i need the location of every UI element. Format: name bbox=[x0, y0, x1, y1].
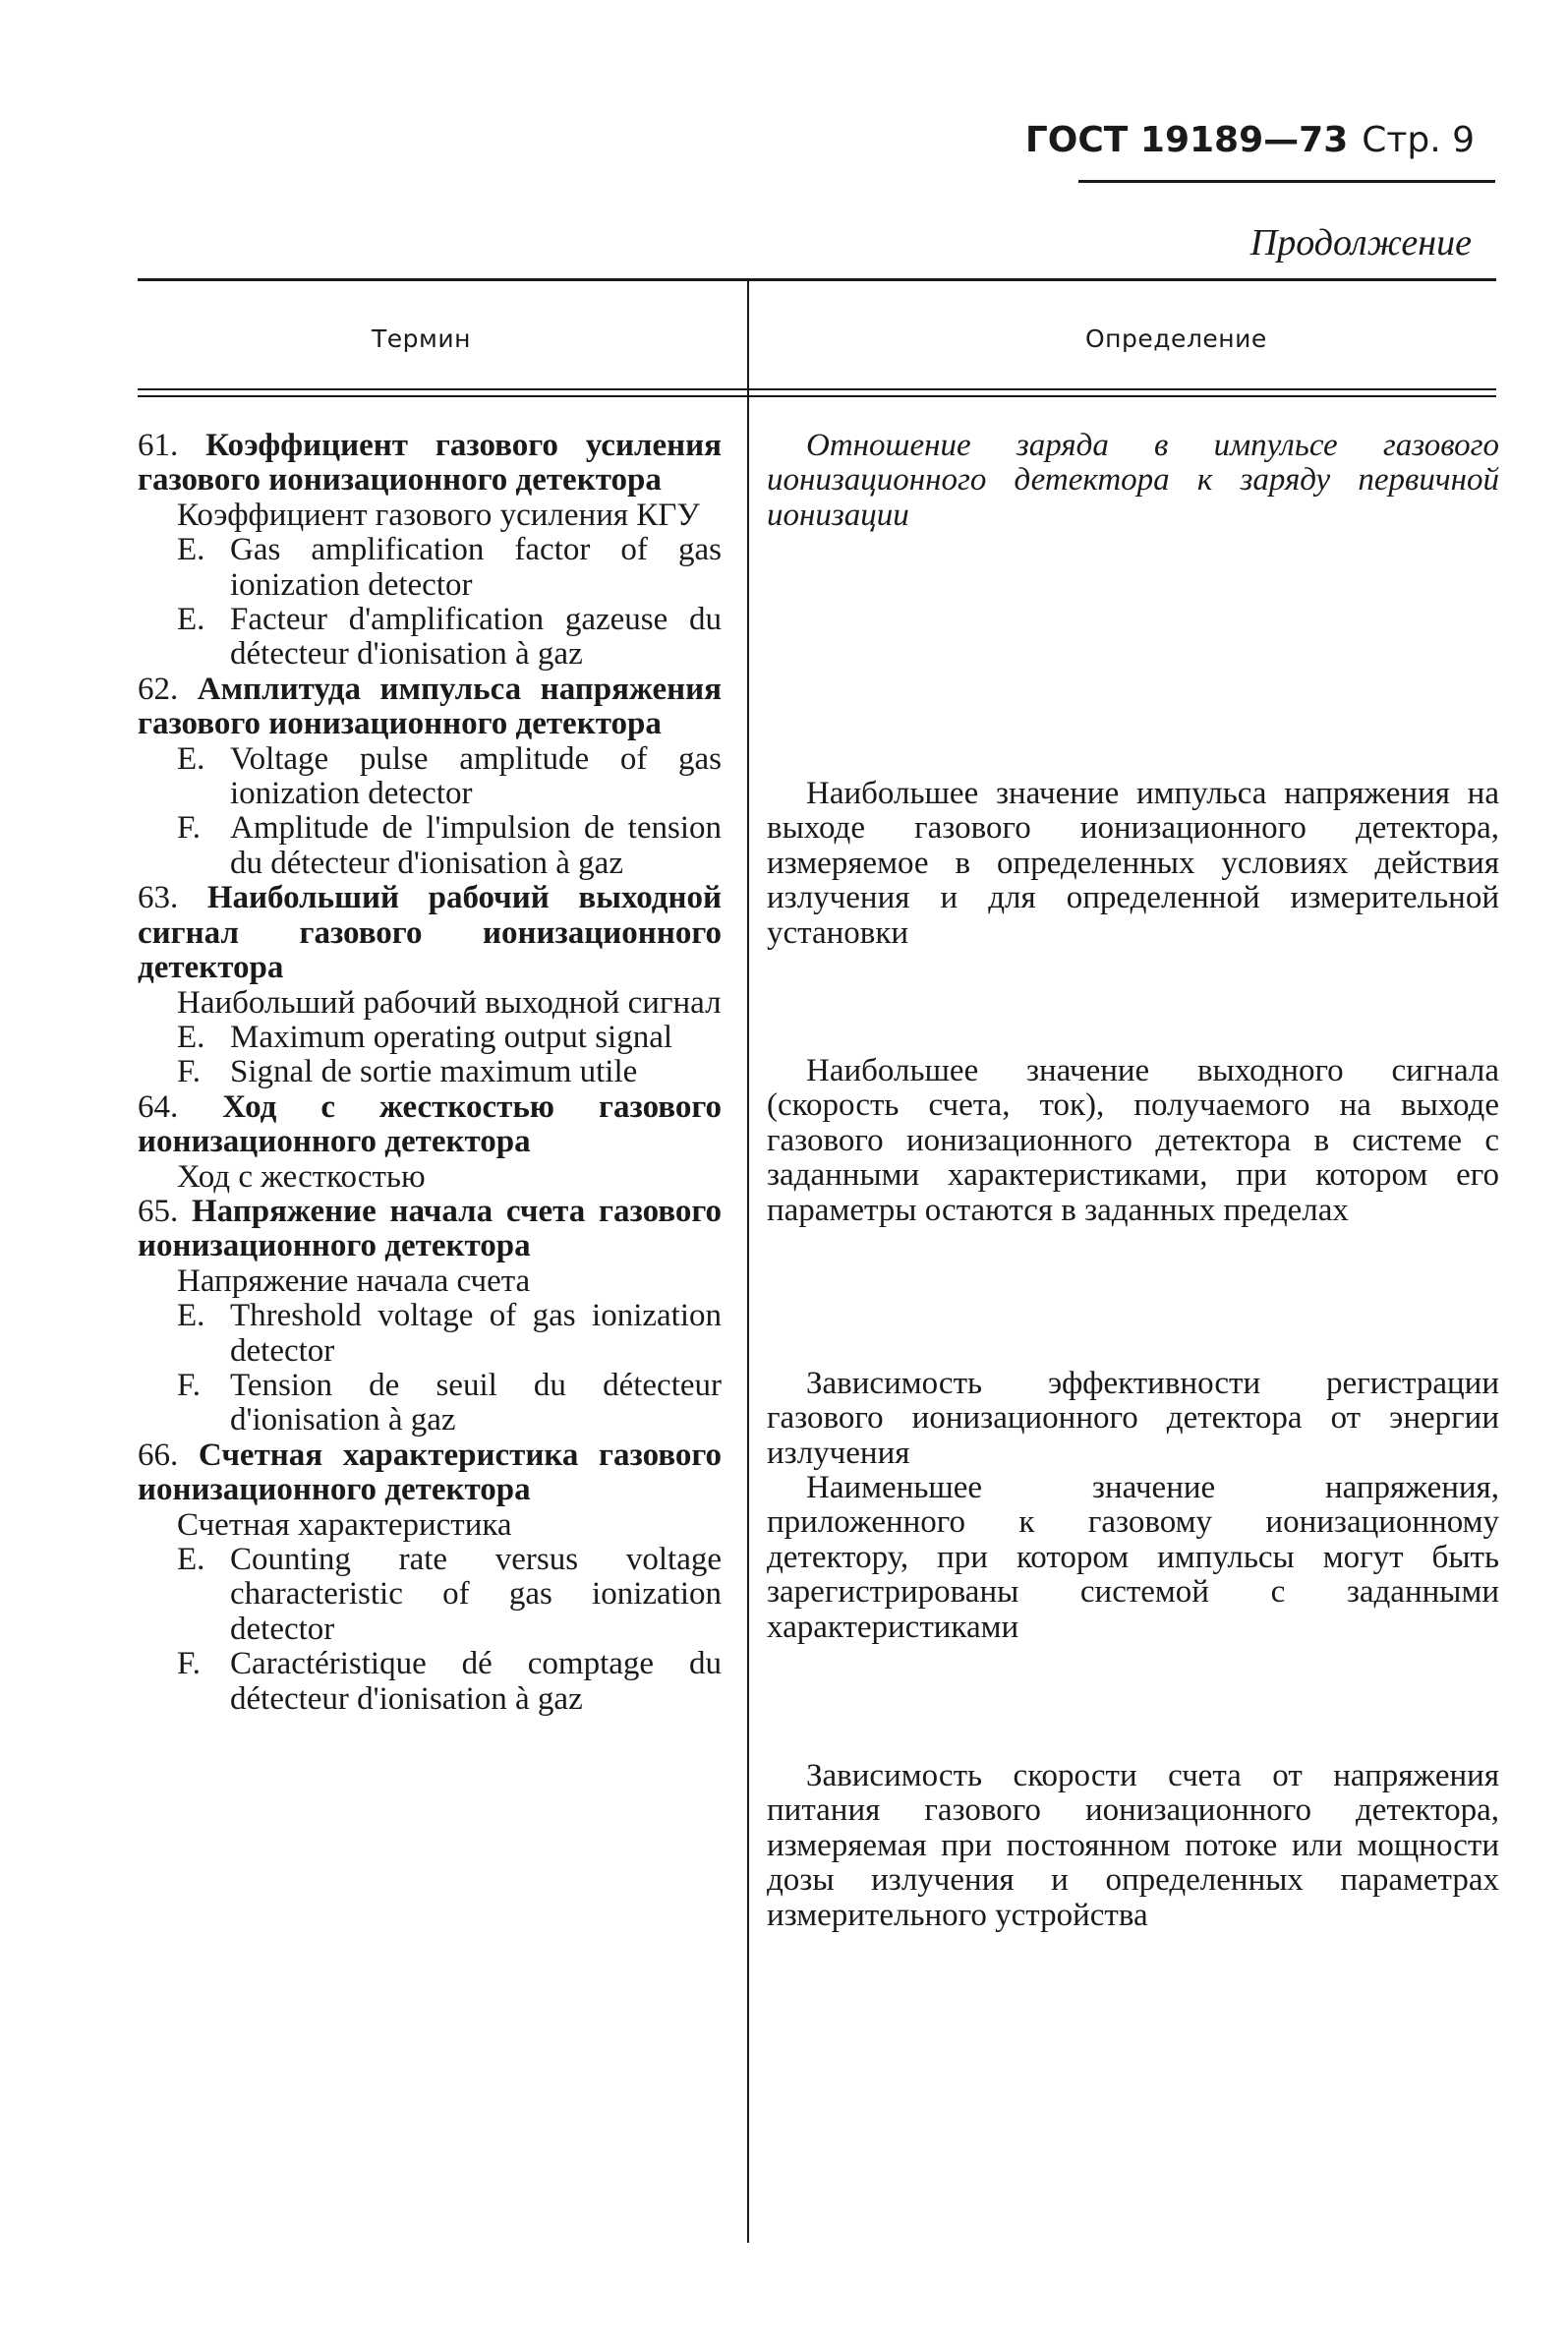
french-prefix: F. bbox=[177, 1367, 201, 1403]
term-french bbox=[138, 811, 722, 881]
term-english-text: Counting rate versus voltage characteristic of gas ionization detector bbox=[230, 1542, 722, 1647]
column-header-term: Термин bbox=[372, 324, 471, 353]
french-prefix: E. bbox=[177, 602, 205, 638]
term-number: 65. bbox=[138, 1193, 179, 1229]
term-english bbox=[138, 742, 722, 812]
term-french-text: Facteur d'amplification gazeuse du détecteur d'ionisation à gaz bbox=[230, 602, 722, 673]
french-prefix: F. bbox=[177, 1054, 201, 1090]
french-prefix: F. bbox=[177, 1646, 201, 1682]
page-header bbox=[1024, 120, 1475, 160]
definition-64: Зависимость эффективности регистрации газового ионизационного детектора от энергии излучения bbox=[767, 1366, 1499, 1471]
table-top-rule bbox=[138, 278, 1496, 281]
definition-65: Наименьшее значение напряжения, приложенного к газовому ионизационному детектору, при котором импульсы могут быть зарегистрированы системой с заданными характеристиками bbox=[767, 1470, 1499, 1645]
column-header-definition: Определение bbox=[1085, 324, 1267, 353]
term-entry-66 bbox=[138, 1438, 722, 1717]
term-french bbox=[138, 603, 722, 673]
english-prefix: E. bbox=[177, 1019, 205, 1055]
header-rule bbox=[1078, 180, 1495, 183]
continuation-label: Продолжение bbox=[1249, 222, 1472, 264]
definition-61: Отношение заряда в импульсе газового ионизационного детектора к заряду первичной ионизации bbox=[767, 428, 1499, 533]
term-title bbox=[138, 1090, 722, 1160]
term-title-text: Ход с жесткостью газового ионизационного детектора bbox=[138, 1088, 723, 1160]
term-title-text: Счетная характеристика газового ионизационного детектора bbox=[138, 1437, 723, 1508]
english-prefix: E. bbox=[177, 532, 205, 568]
term-short-form: Ход с жесткостью bbox=[177, 1158, 426, 1195]
term-entry-63 bbox=[138, 881, 722, 1089]
term-english-text: Gas amplification factor of gas ionization detector bbox=[230, 532, 722, 603]
terms-column bbox=[138, 429, 722, 1717]
term-english bbox=[138, 1299, 722, 1369]
english-prefix: E. bbox=[177, 1298, 205, 1334]
term-number: 66. bbox=[138, 1437, 179, 1473]
term-short-form: Наибольший рабочий выходной сигнал bbox=[177, 984, 722, 1021]
definition-63: Наибольшее значение выходного сигнала (скорость счета, ток), получаемого на выходе газового ионизационного детектора в системе с заданными характеристиками, при котором его параметры остаются в заданных пределах bbox=[767, 1053, 1499, 1228]
term-entry-65 bbox=[138, 1195, 722, 1438]
term-english bbox=[138, 1021, 722, 1055]
definition-66: Зависимость скорости счета от напряжения питания газового ионизационного детектора, измеряемая при постоянном потоке или мощности дозы излучения и определенных параметрах измерительного устройства bbox=[767, 1758, 1499, 1933]
term-english-text: Threshold voltage of gas ionization detector bbox=[230, 1298, 722, 1369]
term-short-form: Напряжение начала счета bbox=[177, 1262, 531, 1299]
term-entry-64 bbox=[138, 1090, 722, 1195]
term-number: 62. bbox=[138, 671, 179, 707]
term-title bbox=[138, 1195, 722, 1264]
term-english-text: Maximum operating output signal bbox=[230, 1019, 673, 1055]
header-separator-rule bbox=[138, 388, 1496, 390]
term-title bbox=[138, 1438, 722, 1508]
term-title bbox=[138, 881, 722, 985]
term-number: 64. bbox=[138, 1088, 179, 1125]
term-french-text: Signal de sortie maximum utile bbox=[230, 1054, 638, 1090]
term-french bbox=[138, 1055, 722, 1089]
term-number: 61. bbox=[138, 428, 179, 463]
term-english-text: Voltage pulse amplitude of gas ionization detector bbox=[230, 740, 722, 812]
term-title-text: Коэффициент газового усиления газового ионизационного детектора bbox=[138, 428, 723, 499]
term-number: 63. bbox=[138, 880, 179, 916]
term-entry-62 bbox=[138, 673, 722, 881]
term-title bbox=[138, 429, 722, 499]
french-prefix: F. bbox=[177, 810, 201, 847]
term-french bbox=[138, 1369, 722, 1438]
term-english bbox=[138, 1543, 722, 1647]
term-short-form: Коэффициент газового усиления КГУ bbox=[177, 497, 700, 533]
header-separator-rule-second bbox=[138, 395, 1496, 397]
term-short-form: Счетная характеристика bbox=[177, 1506, 512, 1543]
term-title bbox=[138, 673, 722, 742]
term-french-text: Amplitude de l'impulsion de tension du détecteur d'ionisation à gaz bbox=[230, 810, 722, 881]
column-divider bbox=[747, 281, 749, 2243]
term-english bbox=[138, 533, 722, 603]
page-number: Стр. 9 bbox=[1362, 120, 1475, 160]
term-french bbox=[138, 1647, 722, 1717]
term-title-text: Напряжение начала счета газового ионизационного детектора bbox=[138, 1193, 723, 1264]
definition-62: Наибольшее значение импульса напряжения на выходе газового ионизационного детектора, измеряемое в определенных условиях действия излучения и для определенной измерительной установки bbox=[767, 776, 1499, 951]
term-french-text: Tension de seuil du détecteur d'ionisation à gaz bbox=[230, 1367, 722, 1438]
term-entry-61 bbox=[138, 429, 722, 673]
english-prefix: E. bbox=[177, 1542, 205, 1577]
english-prefix: E. bbox=[177, 740, 205, 777]
term-title-text: Амплитуда импульса напряжения газового ионизационного детектора bbox=[138, 671, 722, 742]
term-french-text: Caractéristique dé comptage du détecteur d'ionisation à gaz bbox=[230, 1646, 722, 1717]
term-title-text: Наибольший рабочий выходной сигнал газового ионизационного детектора bbox=[138, 880, 722, 986]
standard-number: ГОСТ 19189—73 bbox=[1024, 120, 1349, 160]
